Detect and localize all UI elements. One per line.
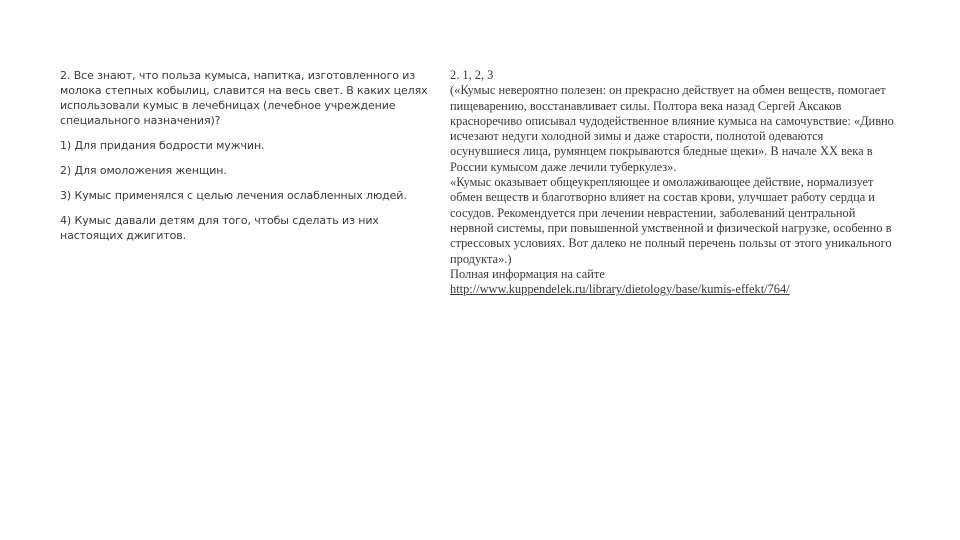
answer-option-1: 1) Для придания бодрости мужчин. bbox=[60, 139, 265, 152]
question-text: 2. Все знают, что польза кумыса, напитка, изготовленного из молока степных кобылиц, славится на весь свет. В каких целях использовали кумыс в лечебницах (лечебное учреждение специального назначения)? bbox=[60, 69, 428, 127]
source-link[interactable]: http://www.kuppendelek.ru/library/dietology/base/kumis-effekt/764/ bbox=[450, 282, 790, 297]
source-link-line bbox=[450, 282, 895, 297]
source-label: Полная информация на сайте bbox=[450, 266, 605, 281]
answer-option-2: 2) Для омоложения женщин. bbox=[60, 164, 227, 177]
answer-option-4: 4) Кумыс давали детям для того, чтобы сделать из них настоящих джигитов. bbox=[60, 214, 379, 242]
question-column bbox=[60, 68, 430, 253]
explanation-paragraph-1: («Кумыс невероятно полезен: он прекрасно действует на обмен веществ, помогает пищеварению, восстанавливает силы. Полтора века назад Сергей Аксаков красноречиво описывал чудодейственное влияние кумыса на самочувствие: «Дивно исчезают недуги холодной зимы и даже старости, полнотой одеваются осунувшиеся лица, румянцем покрываются бледные щеки». В начале XX века в России кумысом даже лечили туберкулез». bbox=[450, 83, 894, 174]
answer-column bbox=[450, 68, 895, 297]
explanation-paragraph-2: «Кумыс оказывает общеукрепляющее и омолаживающее действие, нормализует обмен веществ и благотворно влияет на состав крови, улучшает работу сердца и сосудов. Рекомендуется при лечении неврастении, заболеваний центральной нервной системы, при повышенной умственной и физической нагрузке, особенно в стрессовых условиях. Вот далеко не полный перечень пользы от этого уникального продукта».) bbox=[450, 175, 892, 266]
answer-key: 2. 1, 2, 3 bbox=[450, 68, 494, 82]
answer-option-3: 3) Кумыс применялся с целью лечения ослабленных людей. bbox=[60, 189, 407, 202]
